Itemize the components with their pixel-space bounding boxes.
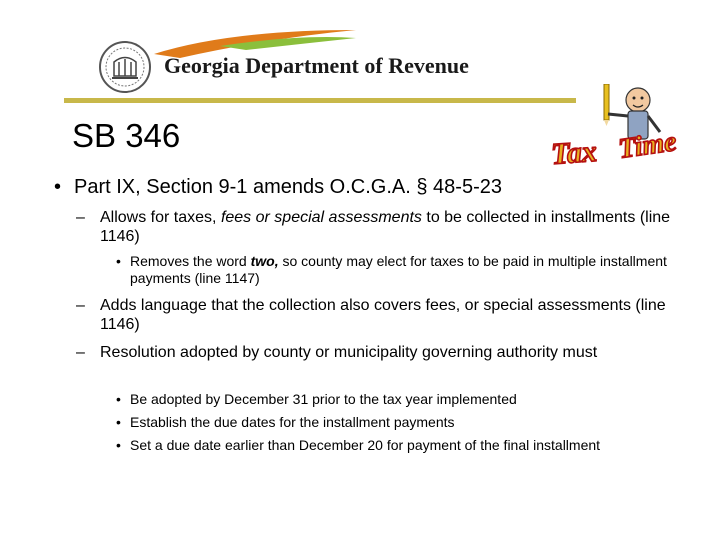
slide-title: SB 346 xyxy=(72,117,181,154)
subbullet-text: Allows for taxes, fees or special assessments to be collected in installments (line 1146) xyxy=(100,209,671,245)
bullet-marker: • xyxy=(116,391,121,407)
subsubbullet-due-dates xyxy=(116,414,680,431)
tax-time-cartoon-icon xyxy=(548,84,698,172)
subbullet-text: Resolution adopted by county or municipality governing authority must xyxy=(100,344,598,361)
bullet-marker: • xyxy=(116,437,121,453)
subbullet-resolution xyxy=(76,343,680,362)
dash-marker: – xyxy=(76,344,85,361)
bullet-part-ix xyxy=(54,176,674,199)
header-divider xyxy=(64,98,576,103)
subsubbullet-adopted-by xyxy=(116,391,680,408)
subsubbullet-text: Set a due date earlier than December 20 for payment of the final installment xyxy=(130,437,601,453)
dash-marker: – xyxy=(76,209,85,226)
subsubbullet-final-installment xyxy=(116,437,660,454)
subbullet-text: Adds language that the collection also covers fees, or special assessments (line 1146) xyxy=(100,297,666,333)
subbullet-adds-language xyxy=(76,296,680,334)
svg-text:Time: Time xyxy=(616,126,679,165)
svg-text:Tax: Tax xyxy=(550,134,598,171)
bullet-marker: • xyxy=(116,414,121,430)
subbullet-allows-taxes xyxy=(76,208,680,246)
subsubbullet-text: Be adopted by December 31 prior to the tax year implemented xyxy=(130,391,517,407)
dash-marker: – xyxy=(76,297,85,314)
bullet-marker: • xyxy=(116,253,121,269)
organization-name: Georgia Department of Revenue xyxy=(164,53,469,78)
georgia-state-seal-icon xyxy=(98,40,152,94)
subsubbullet-text: Establish the due dates for the installment payments xyxy=(130,414,455,430)
bullet-marker: • xyxy=(54,176,62,198)
subsubbullet-text: Removes the word two, so county may elect for taxes to be paid in multiple installment payments (line 1147) xyxy=(130,253,667,286)
bullet-text: Part IX, Section 9-1 amends O.C.G.A. § 48-5-23 xyxy=(74,176,502,198)
subsubbullet-removes-two xyxy=(116,253,680,287)
